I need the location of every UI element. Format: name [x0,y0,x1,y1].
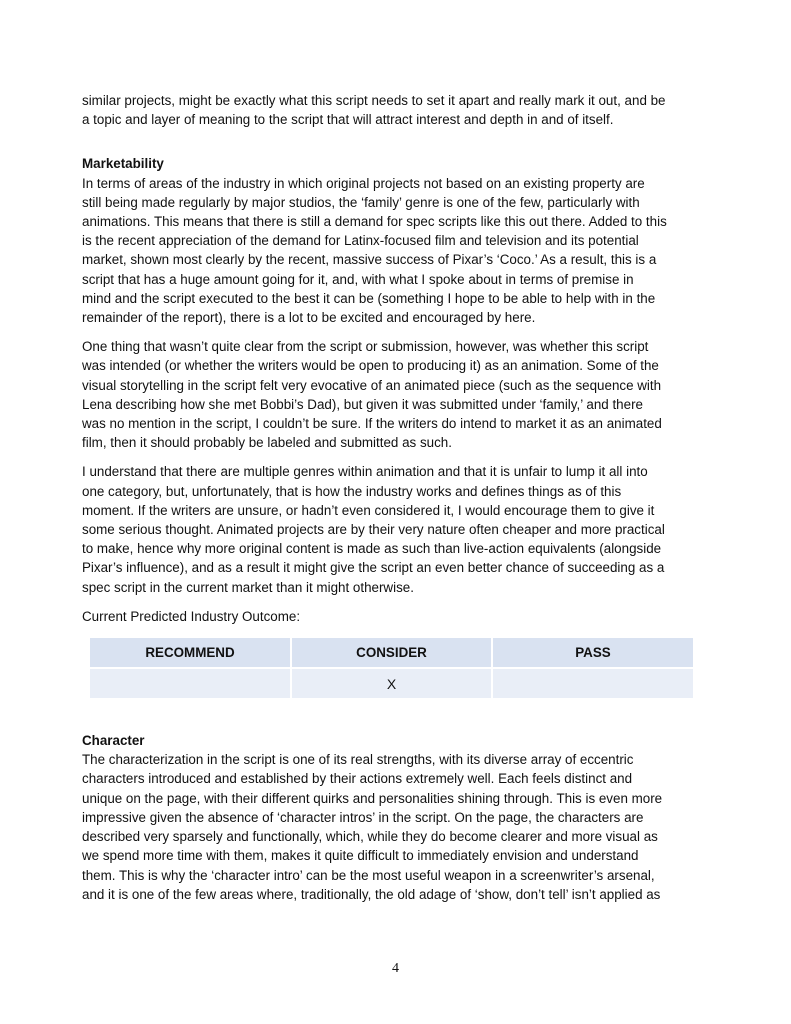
text-line: Pixar’s influence), and as a result it might give the script an even better chance of succeeding as a [82,560,665,576]
character-heading: Character [82,733,145,749]
text-line: is the recent appreciation of the demand for Latinx-focused film and television and its potential [82,233,639,249]
text-line: The characterization in the script is one of its real strengths, with its diverse array of eccentric [82,752,634,768]
outcome-table [90,638,693,698]
page-number: 4 [392,961,399,976]
text-line: One thing that wasn’t quite clear from the script or submission, however, was whether this script [82,339,649,355]
text-line: a topic and layer of meaning to the script that will attract interest and depth in and of itself. [82,112,614,128]
text-line: unique on the page, with their different quirks and personalities shining through. This is even more [82,790,663,806]
text-line: remainder of the report), there is a lot to be excited and encouraged by here. [82,310,536,326]
outcome-header-recommend: RECOMMEND [90,638,291,668]
text-line: spec script in the current market than it might otherwise. [82,579,414,595]
text-line: market, shown most clearly by the recent, massive success of Pixar’s ‘Coco.’ As a result, this is a [82,252,657,268]
text-line: and it is one of the few areas where, traditionally, the old adage of ‘show, don’t tell’ isn’t applied as [82,886,661,902]
marketability-paragraph-3 [82,462,710,596]
outcome-header-row [90,638,693,668]
text-line: we spend more time with them, makes it quite difficult to immediately envision and understand [82,848,639,864]
text-line: described very sparsely and functionally, which, while they do become clearer and more visual as [82,829,658,845]
document-body [82,91,710,904]
text-line: them. This is why the ‘character intro’ can be the most useful weapon in a screenwriter’s arsenal, [82,867,655,883]
character-paragraph [82,750,710,904]
outcome-header-pass: PASS [492,638,693,668]
text-line: similar projects, might be exactly what this script needs to set it apart and really mark it out, and be [82,93,666,108]
text-line: one category, but, unfortunately, that is how the industry works and defines things as of this [82,483,622,499]
text-line: impressive given the absence of ‘character intros’ in the script. On the page, the characters are [82,809,644,825]
marketability-paragraph-1 [82,174,710,328]
text-line: to make, hence why more original content is made as such than live-action equivalents (alongside [82,541,662,557]
text-line: was no mention in the script, I couldn’t be sure. If the writers do intend to market it as an animated [82,416,662,432]
text-line: In terms of areas of the industry in which original projects not based on an existing property are [82,175,645,191]
text-line: Lena describing how she met Bobbi’s Dad), but given it was submitted under ‘family,’ and there [82,396,643,412]
outcome-mark-pass [492,668,693,698]
outcome-header-consider: CONSIDER [291,638,492,668]
text-line: mind and the script executed to the best it can be (something I hope to be able to help with in the [82,290,656,306]
marketability-paragraph-2 [82,337,710,452]
text-line: I understand that there are multiple genres within animation and that it is unfair to lump it all into [82,464,648,480]
text-line: still being made regularly by major studios, the ‘family’ genre is one of the few, particularly with [82,194,640,210]
intro-paragraph [82,91,710,129]
outcome-mark-recommend [90,668,291,698]
text-line: script that has a huge amount going for it, and, with what I spoke about in terms of premise in [82,271,634,287]
outcome-mark-row [90,668,693,698]
text-line: characters introduced and established by their actions extremely well. Each feels distinct and [82,771,633,787]
text-line: some serious thought. Animated projects are by their very nature often cheaper and more practical [82,522,665,538]
text-line: was intended (or whether the writers would be open to producing it) as an animation. Some of the [82,358,659,374]
text-line: animations. This means that there is still a demand for spec scripts like this out there. Added to this [82,214,667,230]
text-line: film, then it should probably be labeled and submitted as such. [82,435,452,451]
outcome-label: Current Predicted Industry Outcome: [82,608,301,624]
text-line: moment. If the writers are unsure, or hadn’t even considered it, I would encourage them to give it [82,502,655,518]
marketability-heading: Marketability [82,156,164,172]
text-line: visual storytelling in the script felt very evocative of an animated piece (such as the sequence with [82,377,662,393]
outcome-mark-consider: X [291,668,492,698]
